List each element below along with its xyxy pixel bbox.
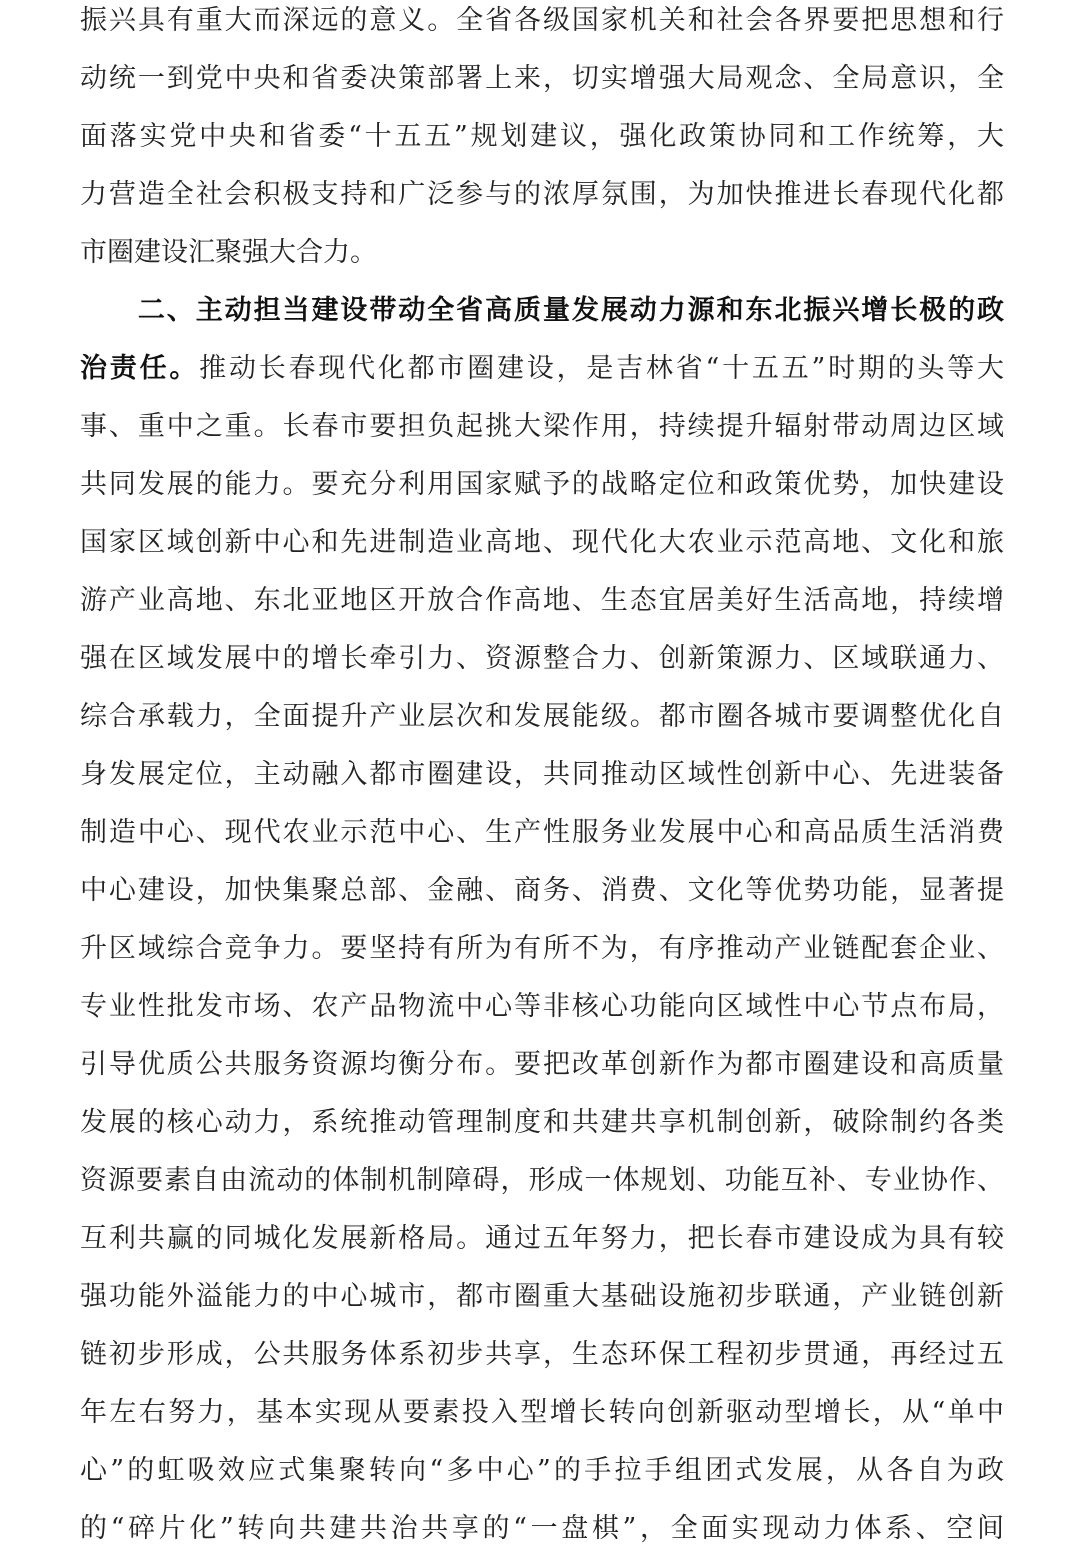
text-line: 引导优质公共服务资源均衡分布。要把改革创新作为都市圈建设和高质量 bbox=[80, 1049, 1004, 1080]
text-line: 动统一到党中央和省委决策部署上来，切实增强大局观念、全局意识，全 bbox=[80, 63, 1004, 94]
text-line: 力营造全社会积极支持和广泛参与的浓厚氛围，为加快推进长春现代化都 bbox=[80, 179, 1004, 210]
text-line: 年左右努力，基本实现从要素投入型增长转向创新驱动型增长，从“单中 bbox=[80, 1397, 1004, 1428]
text-line: 振兴具有重大而深远的意义。全省各级国家机关和社会各界要把思想和行 bbox=[80, 5, 1004, 36]
text-line: 资源要素自由流动的体制机制障碍，形成一体规划、功能互补、专业协作、 bbox=[80, 1165, 1004, 1196]
text-line: 中心建设，加快集聚总部、金融、商务、消费、文化等优势功能，显著提 bbox=[80, 875, 1004, 906]
section-heading-end: 治责任。 bbox=[80, 353, 200, 384]
text-line-mixed bbox=[80, 340, 1004, 398]
text-line: 游产业高地、东北亚地区开放合作高地、生态宜居美好生活高地，持续增 bbox=[80, 585, 1004, 616]
text-line: 的“碎片化”转向共建共治共享的“一盘棋”，全面实现动力体系、空间 bbox=[80, 1513, 1004, 1544]
text-line: 发展的核心动力，系统推动管理制度和共建共享机制创新，破除制约各类 bbox=[80, 1107, 1004, 1138]
text-line: 国家区域创新中心和先进制造业高地、现代化大农业示范高地、文化和旅 bbox=[80, 527, 1004, 558]
text-line: 共同发展的能力。要充分利用国家赋予的战略定位和政策优势，加快建设 bbox=[80, 469, 1004, 500]
text-line: 综合承载力，全面提升产业层次和发展能级。都市圈各城市要调整优化自 bbox=[80, 701, 1004, 732]
text-line: 制造中心、现代农业示范中心、生产性服务业发展中心和高品质生活消费 bbox=[80, 817, 1004, 848]
text-line: 链初步形成，公共服务体系初步共享，生态环保工程初步贯通，再经过五 bbox=[80, 1339, 1004, 1370]
text-line-rest: 推动长春现代化都市圈建设，是吉林省“十五五”时期的头等大 bbox=[199, 353, 1005, 384]
text-line: 心”的虹吸效应式集聚转向“多中心”的手拉手组团式发展，从各自为政 bbox=[80, 1455, 1004, 1486]
paragraph-2 bbox=[80, 282, 1004, 1558]
text-line: 专业性批发市场、农产品物流中心等非核心功能向区域性中心节点布局， bbox=[80, 991, 1004, 1022]
document-page bbox=[80, 0, 1004, 1558]
text-line: 强功能外溢能力的中心城市，都市圈重大基础设施初步联通，产业链创新 bbox=[80, 1281, 1004, 1312]
text-line: 互利共赢的同城化发展新格局。通过五年努力，把长春市建设成为具有较 bbox=[80, 1223, 1004, 1254]
section-heading: 二、主动担当建设带动全省高质量发展动力源和东北振兴增长极的政 bbox=[80, 295, 1004, 326]
text-line: 身发展定位，主动融入都市圈建设，共同推动区域性创新中心、先进装备 bbox=[80, 759, 1004, 790]
paragraph-1 bbox=[80, 0, 1004, 282]
text-line: 事、重中之重。长春市要担负起挑大梁作用，持续提升辐射带动周边区域 bbox=[80, 411, 1004, 442]
text-line: 市圈建设汇聚强大合力。 bbox=[80, 237, 377, 268]
text-line: 面落实党中央和省委“十五五”规划建议，强化政策协同和工作统筹，大 bbox=[80, 121, 1004, 152]
text-line: 强在区域发展中的增长牵引力、资源整合力、创新策源力、区域联通力、 bbox=[80, 643, 1004, 674]
text-line: 升区域综合竞争力。要坚持有所为有所不为，有序推动产业链配套企业、 bbox=[80, 933, 1004, 964]
